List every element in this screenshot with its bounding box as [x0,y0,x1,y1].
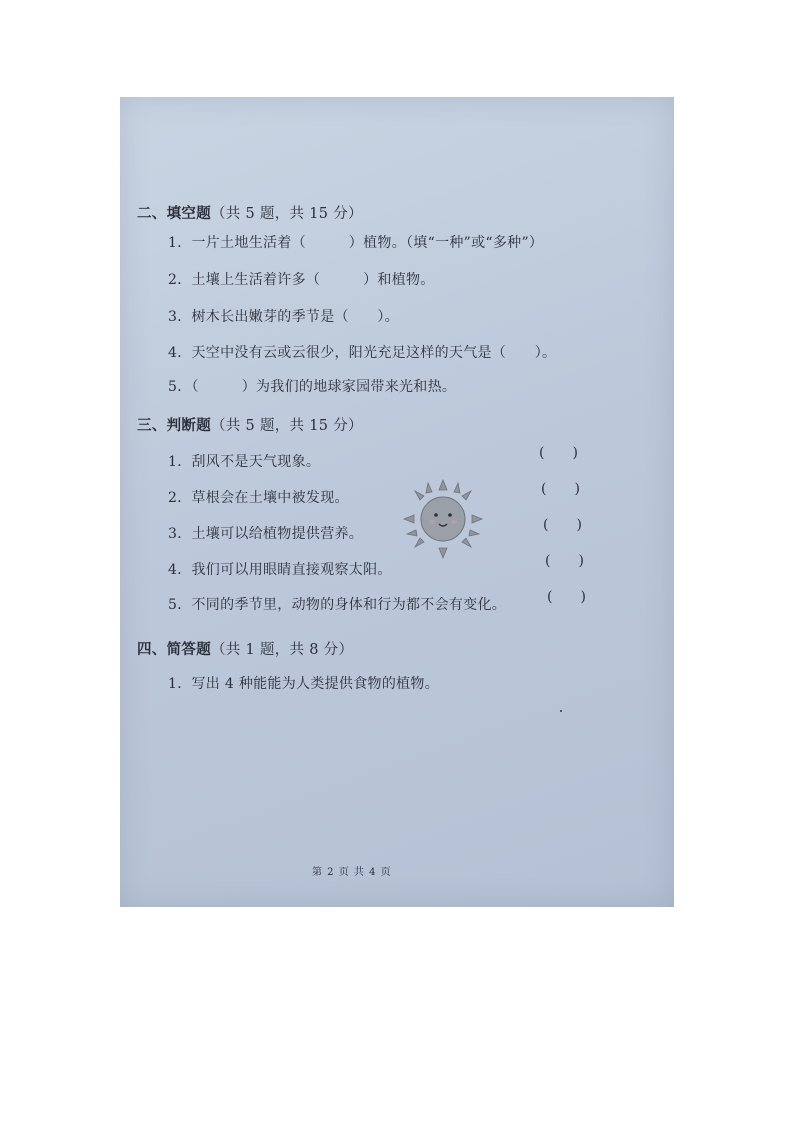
answer-bracket-1: ( ) [539,445,578,461]
section-2-question-4: 4．天空中没有云或云很少，阳光充足这样的天气是（ ）。 [168,345,557,361]
section-3-question-3: 3．土壤可以给植物提供营养。 [168,526,364,542]
answer-bracket-4: ( ) [545,553,584,569]
answer-bracket-5: ( ) [547,589,586,605]
section-3-question-5: 5．不同的季节里，动物的身体和行为都不会有变化。 [168,597,507,613]
section-2-question-2: 2．土壤上生活着许多（ ）和植物。 [168,272,435,288]
answer-bracket-2: ( ) [541,481,580,497]
section-2-heading: 二、填空题（共 5 题，共 15 分） [137,205,363,222]
section-2-question-5: 5．（ ）为我们的地球家园带来光和热。 [168,379,457,395]
answer-bracket-3: ( ) [543,517,582,533]
section-4-question-1: 1．写出 4 种能能为人类提供食物的植物。 [168,676,440,692]
page-footer: 第 2 页 共 4 页 [312,867,392,878]
section-3-heading: 三、判断题（共 5 题，共 15 分） [137,417,363,434]
section-2-question-1: 1．一片土地生活着（ ）植物。（填“一种”或“多种”） [168,235,544,251]
section-3-question-4: 4．我们可以用眼睛直接观察太阳。 [168,562,392,578]
section-3-question-1: 1．刮风不是天气现象。 [168,454,321,470]
section-4-heading: 四、简答题（共 1 题，共 8 分） [137,641,354,658]
stray-mark [560,710,562,712]
section-3-question-2: 2．草根会在土壤中被发现。 [168,490,349,506]
sun-icon [402,478,484,560]
section-2-question-3: 3．树木长出嫩芽的季节是（ ）。 [168,309,400,325]
